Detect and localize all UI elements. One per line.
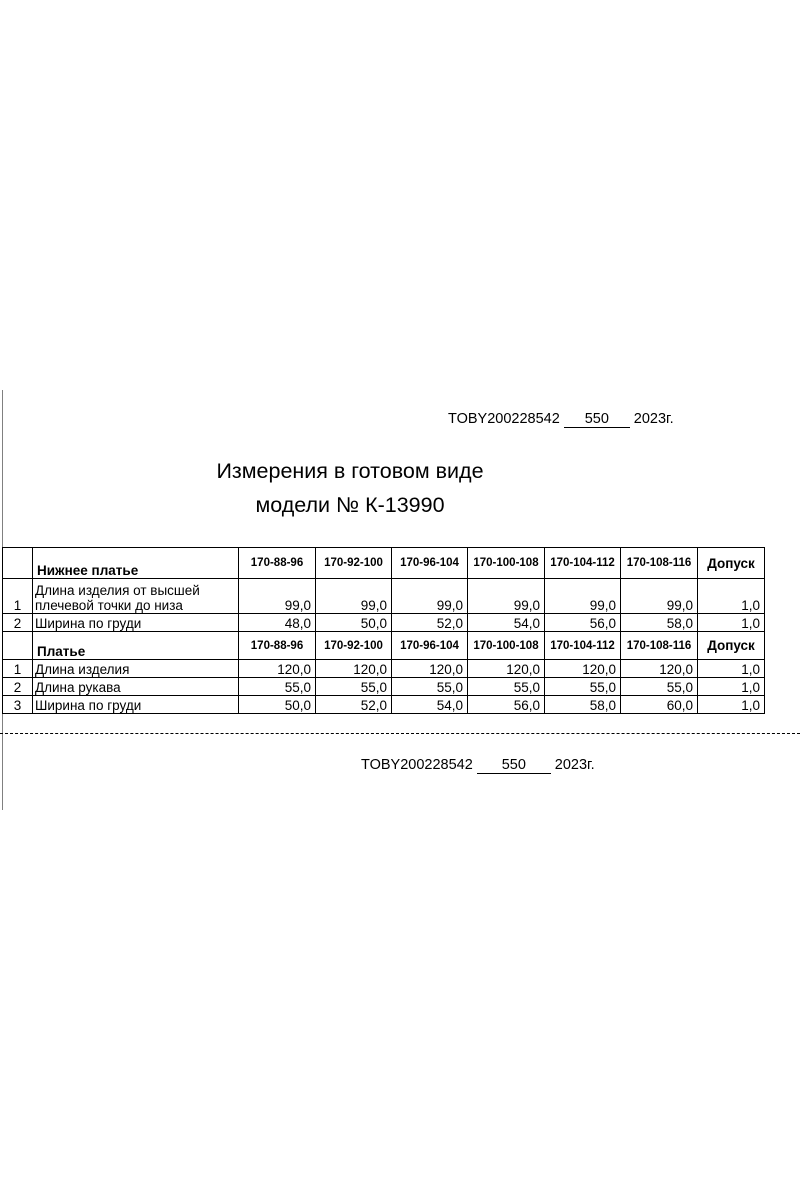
row-number: 1	[3, 660, 33, 678]
doc-number: 550	[564, 411, 630, 428]
measurement-value: 120,0	[545, 660, 621, 678]
doc-year: 2023г.	[554, 757, 595, 773]
measurement-value: 55,0	[239, 678, 316, 696]
doc-code: TOBY200228542	[448, 411, 560, 427]
measurement-value: 120,0	[392, 660, 468, 678]
row-number-cell	[3, 632, 33, 660]
measurement-value: 55,0	[621, 678, 698, 696]
doc-number: 550	[477, 757, 551, 774]
measurement-value: 99,0	[392, 579, 468, 614]
measurement-value: 56,0	[468, 696, 545, 714]
row-number: 2	[3, 614, 33, 632]
size-header: 170-92-100	[316, 632, 392, 660]
size-header: 170-104-112	[545, 632, 621, 660]
size-header: 170-108-116	[621, 632, 698, 660]
tolerance-value: 1,0	[698, 614, 765, 632]
measurement-value: 50,0	[316, 614, 392, 632]
measurement-value: 58,0	[621, 614, 698, 632]
size-header: 170-96-104	[392, 548, 468, 579]
page-title: Измерения в готовом виде	[216, 459, 484, 483]
size-header: 170-96-104	[392, 632, 468, 660]
tolerance-header: Допуск	[698, 548, 765, 579]
tolerance-value: 1,0	[698, 696, 765, 714]
table-row	[3, 579, 765, 614]
section-header-row	[3, 632, 765, 660]
measurement-value: 48,0	[239, 614, 316, 632]
tolerance-value: 1,0	[698, 678, 765, 696]
size-header: 170-100-108	[468, 548, 545, 579]
size-header: 170-108-116	[621, 548, 698, 579]
measurement-value: 52,0	[392, 614, 468, 632]
measurement-value: 99,0	[545, 579, 621, 614]
table-row	[3, 678, 765, 696]
measurement-label: Ширина по груди	[33, 696, 239, 714]
table-row	[3, 696, 765, 714]
measurement-value: 54,0	[392, 696, 468, 714]
table-row	[3, 614, 765, 632]
doc-year: 2023г.	[633, 411, 674, 427]
row-number: 1	[3, 579, 33, 614]
size-header: 170-92-100	[316, 548, 392, 579]
doc-code: TOBY200228542	[361, 757, 473, 773]
measurement-value: 60,0	[621, 696, 698, 714]
row-number: 2	[3, 678, 33, 696]
measurement-value: 50,0	[239, 696, 316, 714]
tolerance-header: Допуск	[698, 632, 765, 660]
tolerance-value: 1,0	[698, 579, 765, 614]
measurement-value: 120,0	[621, 660, 698, 678]
measurement-label: Длина рукава	[33, 678, 239, 696]
measurement-value: 52,0	[316, 696, 392, 714]
measurement-value: 55,0	[392, 678, 468, 696]
measurement-value: 120,0	[239, 660, 316, 678]
row-number-cell	[3, 548, 33, 579]
measurement-value: 55,0	[468, 678, 545, 696]
size-header: 170-100-108	[468, 632, 545, 660]
document-header-bottom	[361, 757, 595, 774]
measurement-value: 99,0	[239, 579, 316, 614]
measurements-table	[2, 547, 765, 714]
measurement-label: Ширина по груди	[33, 614, 239, 632]
size-header: 170-88-96	[239, 632, 316, 660]
row-number: 3	[3, 696, 33, 714]
measurement-value: 55,0	[545, 678, 621, 696]
section-name: Нижнее платье	[33, 548, 239, 579]
document-header-top	[448, 411, 674, 428]
cut-line	[0, 733, 800, 734]
measurement-value: 99,0	[316, 579, 392, 614]
measurement-value: 120,0	[468, 660, 545, 678]
measurement-value: 58,0	[545, 696, 621, 714]
measurement-value: 55,0	[316, 678, 392, 696]
section-name: Платье	[33, 632, 239, 660]
measurement-value: 54,0	[468, 614, 545, 632]
measurements-body	[3, 548, 765, 714]
model-subtitle: модели № К-13990	[255, 493, 445, 517]
size-header: 170-88-96	[239, 548, 316, 579]
tolerance-value: 1,0	[698, 660, 765, 678]
measurement-value: 56,0	[545, 614, 621, 632]
measurement-label: Длина изделия от высшей плечевой точки до низа	[33, 579, 239, 614]
table-row	[3, 660, 765, 678]
size-header: 170-104-112	[545, 548, 621, 579]
measurement-value: 99,0	[468, 579, 545, 614]
measurement-value: 120,0	[316, 660, 392, 678]
section-header-row	[3, 548, 765, 579]
measurement-value: 99,0	[621, 579, 698, 614]
measurement-label: Длина изделия	[33, 660, 239, 678]
